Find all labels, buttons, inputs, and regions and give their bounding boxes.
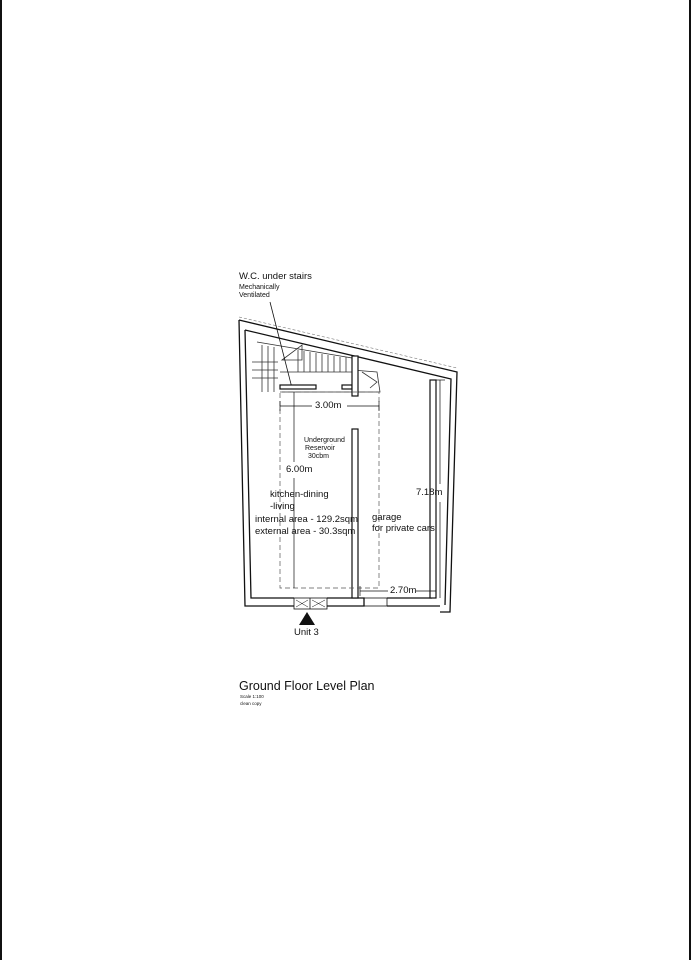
entrance-arrow-icon (299, 612, 315, 625)
unit-label: Unit 3 (294, 627, 319, 638)
reservoir-label-3: 30cbm (308, 453, 330, 460)
internal-area: internal area - 129.2sqm (255, 514, 358, 525)
room-label-1: kitchen-dining (270, 489, 329, 500)
garage-label-1: garage (372, 512, 402, 523)
external-area: external area - 30.3sqm (255, 526, 356, 537)
dimension-width-garage: 2.70m (390, 585, 417, 596)
dimension-width-living: 3.00m (315, 400, 342, 411)
plan-scale: Scale 1:100 (240, 694, 264, 699)
wc-note-2: Ventilated (239, 292, 270, 299)
reservoir-label-1: Underground (304, 437, 345, 444)
floor-plan-drawing (2, 0, 691, 960)
wc-label: W.C. under stairs (239, 271, 312, 282)
entrance-doors (294, 598, 387, 609)
reservoir-label-2: Reservoir (305, 445, 335, 452)
roof-outline (239, 317, 457, 368)
wc-note-1: Mechanically (239, 284, 280, 291)
room-label-2: -living (270, 501, 295, 512)
outer-wall (239, 320, 457, 612)
dimension-depth-garage: 7.18m (416, 487, 443, 498)
plan-note: clean copy (240, 701, 262, 706)
plan-title: Ground Floor Level Plan (239, 679, 375, 693)
garage-label-2: for private cars (372, 523, 435, 534)
dimension-depth-living: 6.00m (286, 464, 313, 475)
